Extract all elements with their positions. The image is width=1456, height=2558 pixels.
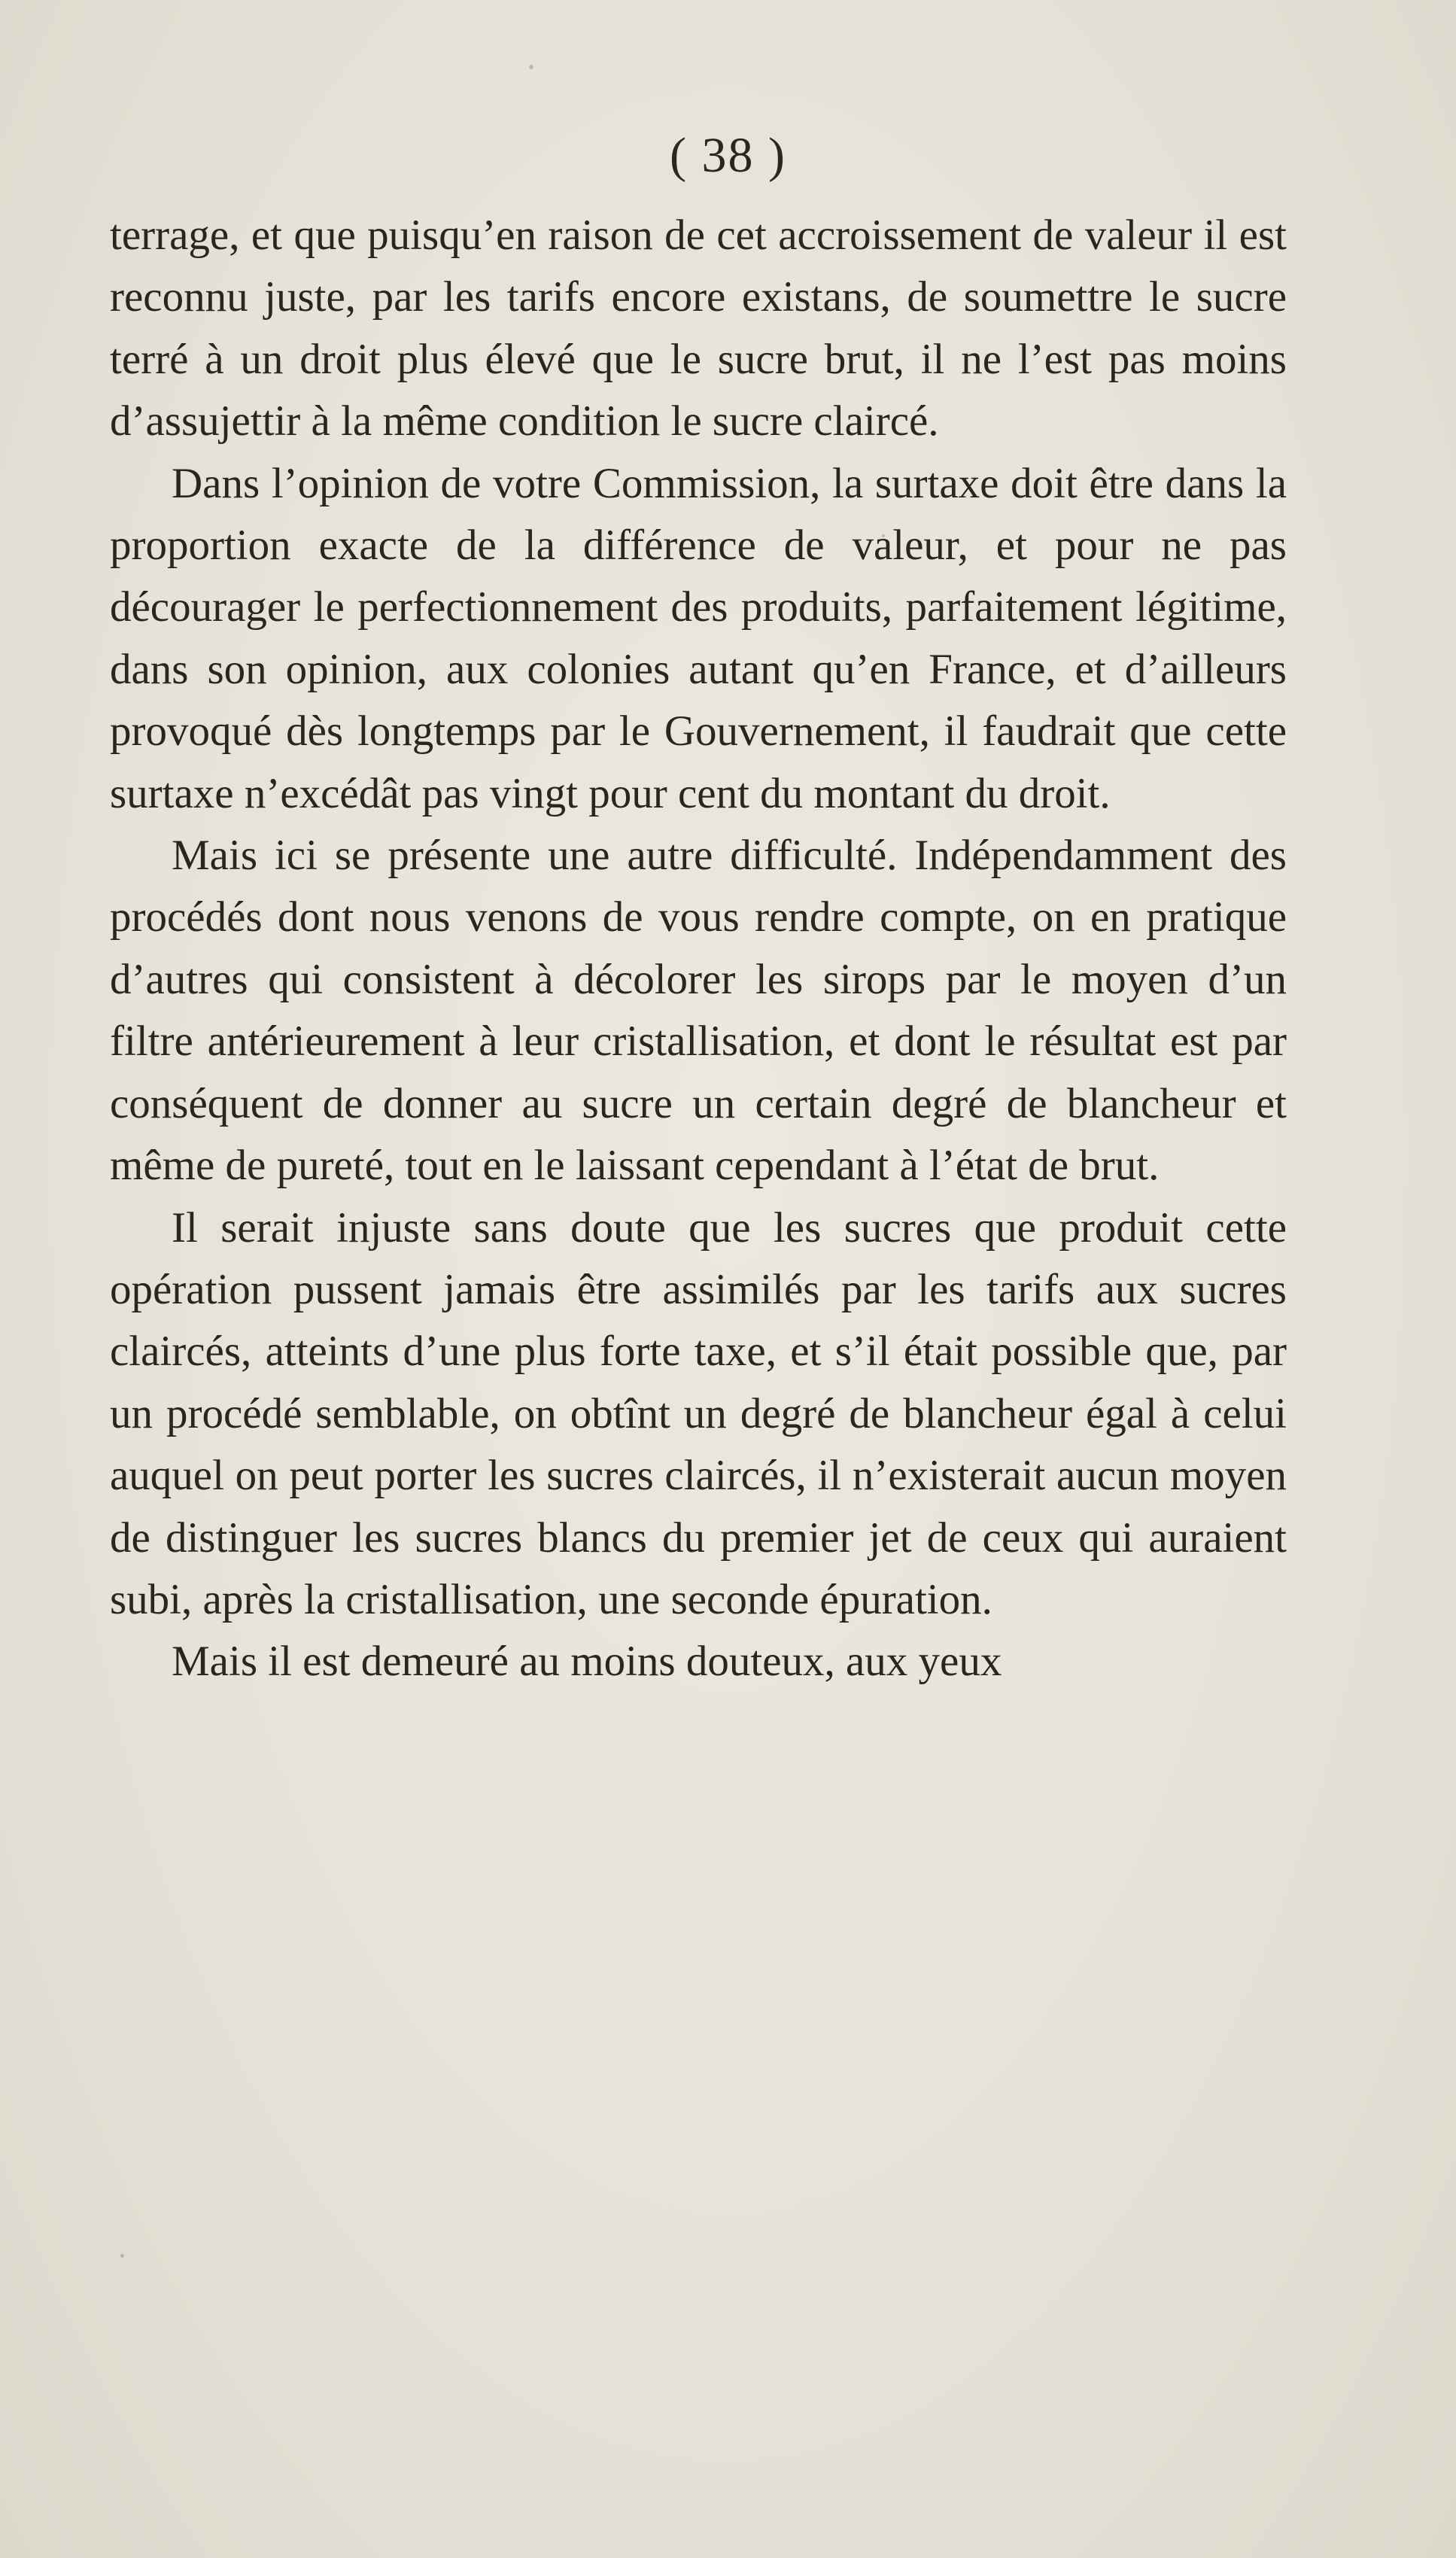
paragraph: Il serait injuste sans doute que les sucres que produit cette opération pussent jamais être assimilés par les tarifs aux sucres claircés, atteints d’une plus forte taxe, et s’il était possible que, par un procédé semblable, on obtînt un degré de blancheur égal à celui auquel on peut porter les sucres claircés, il n’existerait aucun moyen de distinguer les sucres blancs du premier jet de ceux qui auraient subi, après la cristallisation, une seconde épuration. <box>110 1203 1287 1623</box>
paragraph: Mais ici se présente une autre difficulté. Indépendamment des procédés dont nous venons de vous rendre compte, on en pratique d’autres qui consistent à décolorer les sirops par le moyen d’un filtre antérieurement à leur cristallisation, et dont le résultat est par conséquent de donner au sucre un certain degré de blancheur et même de pureté, tout en le laissant cependant à l’état de brut. <box>110 832 1287 1190</box>
paper-speck <box>120 2254 124 2258</box>
paragraph: Mais il est demeuré au moins douteux, aux yeux <box>172 1638 1002 1686</box>
paragraph-continuation: terrage, et que puisqu’en raison de cet accroissement de valeur il est reconnu juste, par les tarifs encore existans, de soumettre le sucre terré à un droit plus élevé que le sucre brut, il ne l’est pas moins d’assujettir à la même condition le sucre clairсé. <box>110 211 1287 446</box>
body-text <box>110 205 1287 1693</box>
paragraph: Dans l’opinion de votre Commission, la surtaxe doit être dans la proportion exacte de la différence de valeur, et pour ne pas décourager le perfectionnement des produits, parfaitement légitime, dans son opinion, aux colonies autant qu’en France, et d’ailleurs provoqué dès longtemps par le Gouvernement, il faudrait que cette surtaxe n’excédât pas vingt pour cent du montant du droit. <box>110 459 1287 817</box>
page-number: ( 38 ) <box>670 128 786 183</box>
paper-speck <box>529 65 533 69</box>
